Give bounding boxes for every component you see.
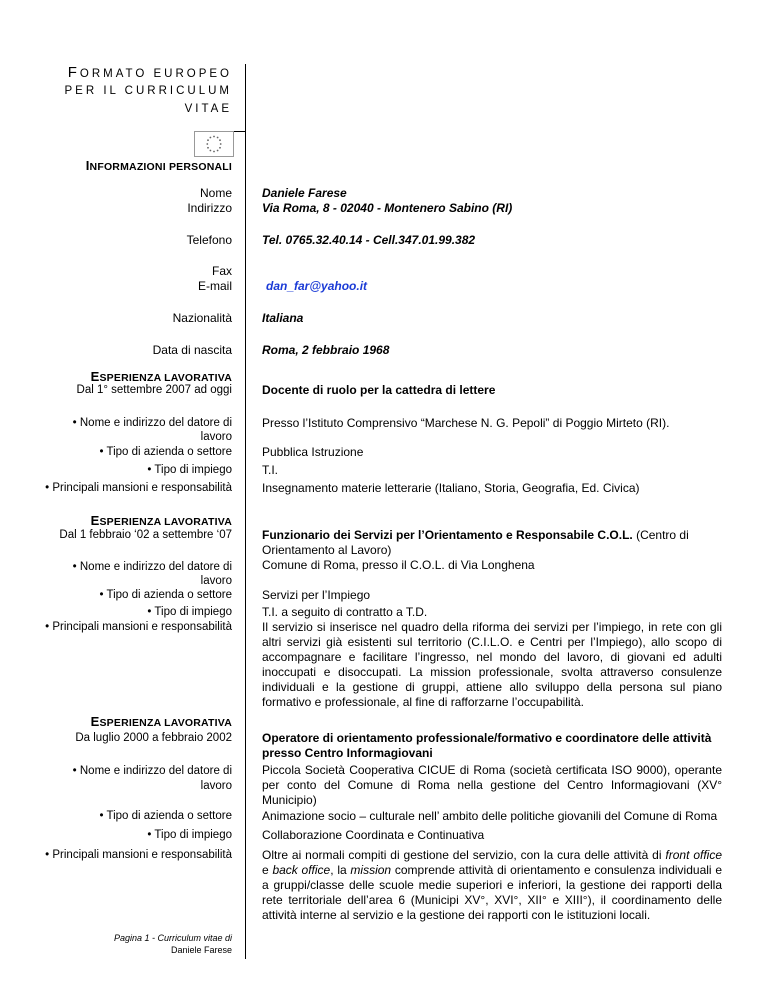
exp2-sector: Servizi per l’Impiego <box>262 588 371 602</box>
exp2-label-datore: • Nome e indirizzo del datore di <box>72 561 232 573</box>
exp1-sector: Pubblica Istruzione <box>262 445 364 459</box>
exp3-label-datore-2: lavoro <box>200 780 232 792</box>
exp3-label-datore: • Nome e indirizzo del datore di <box>72 765 232 777</box>
exp2-label-datore-2: lavoro <box>200 575 232 587</box>
exp2-type: T.I. a seguito di contratto a T.D. <box>262 605 428 619</box>
cv-title-line1: FORMATO EUROPEO <box>67 64 232 81</box>
exp3-period: Da luglio 2000 a febbraio 2002 <box>75 732 232 744</box>
exp1-label-impiego: • Tipo di impiego <box>147 464 232 476</box>
exp3-sector: Animazione socio – culturale nell’ ambito delle politiche giovanili del Comune di Roma <box>262 809 718 823</box>
exp2-duties: Il servizio si inserisce nel quadro della riforma dei servizi per l’impiego, in rete con gli altri servizi già esistenti sul territorio (C.I.L.O. e Centri per l’Impiego), allo scopo di accompagnare e facilitare l’ingresso, nel mondo del lavoro, di giovani ed adulti inoccupati e disoccupati. La mission professionale, svolta attraverso consulenze individuali e la gestione di gruppi, attiene allo sviluppo della persona sul piano formativo e professionale, al fine di rafforzarne l’occupabilità. <box>262 620 722 709</box>
value-indirizzo: Via Roma, 8 - 02040 - Montenero Sabino (RI) <box>262 201 513 215</box>
exp2-label-azienda: • Tipo di azienda o settore <box>99 589 232 601</box>
eu-flag-icon <box>194 131 234 157</box>
exp1-label-mansioni: • Principali mansioni e responsabilità <box>45 482 232 494</box>
label-fax: Fax <box>211 264 232 278</box>
footer-page-number: Pagina 1 - Curriculum vitae di <box>113 933 232 943</box>
exp3-employer: Piccola Società Cooperativa CICUE di Roma (società certificata ISO 9000), operante per conto del Comune di Roma nella gestione del Centro Informagiovani (XV° Municipio) <box>262 763 722 807</box>
exp2-label-impiego: • Tipo di impiego <box>147 606 232 618</box>
email-link[interactable]: dan_far@yahoo.it <box>266 279 368 293</box>
exp1-employer: Presso l’Istituto Comprensivo “Marchese N. G. Pepoli” di Poggio Mirteto (RI). <box>262 416 670 430</box>
value-nazionalita: Italiana <box>262 311 304 325</box>
exp3-role: Operatore di orientamento professionale/formativo e coordinatore delle attività presso Centro Informagiovani <box>262 731 712 760</box>
label-nazionalita: Nazionalità <box>172 311 232 325</box>
exp2-label-mansioni: • Principali mansioni e responsabilità <box>45 621 232 633</box>
exp2-period: Dal 1 febbraio ‘02 a settembre ‘07 <box>59 529 232 541</box>
label-nome: Nome <box>199 186 232 200</box>
label-nascita: Data di nascita <box>152 343 232 357</box>
exp1-type: T.I. <box>262 463 279 477</box>
exp3-label-mansioni: • Principali mansioni e responsabilità <box>45 849 232 861</box>
exp1-label-azienda: • Tipo di azienda o settore <box>99 446 232 458</box>
section-experience-2: ESPERIENZA LAVORATIVA <box>90 513 232 528</box>
section-experience-3: ESPERIENZA LAVORATIVA <box>90 714 232 729</box>
value-telefono: Tel. 0765.32.40.14 - Cell.347.01.99.382 <box>262 233 476 247</box>
exp3-label-impiego: • Tipo di impiego <box>147 829 232 841</box>
exp2-role <box>262 528 722 558</box>
label-indirizzo: Indirizzo <box>187 201 232 215</box>
section-personal-info: INFORMAZIONI PERSONALI <box>85 158 232 173</box>
value-nascita: Roma, 2 febbraio 1968 <box>262 343 390 357</box>
exp2-role-title: Funzionario dei Servizi per l’Orientamento e Responsabile C.O.L. <box>262 528 633 542</box>
label-telefono: Telefono <box>186 233 232 247</box>
vertical-divider <box>245 64 246 959</box>
exp3-label-azienda: • Tipo di azienda o settore <box>99 810 232 822</box>
cv-title-line2: PER IL CURRICULUM <box>64 85 232 97</box>
exp2-role-detail: (Centro di Orientamento al Lavoro) <box>262 528 689 557</box>
exp1-label-datore: • Nome e indirizzo del datore di <box>72 417 232 429</box>
exp3-type: Collaborazione Coordinata e Continuativa <box>262 828 485 842</box>
exp1-duties: Insegnamento materie letterarie (Italiano, Storia, Geografia, Ed. Civica) <box>262 481 640 495</box>
exp1-role: Docente di ruolo per la cattedra di lettere <box>262 383 496 397</box>
label-email: E-mail <box>197 279 232 293</box>
footer-author: Daniele Farese <box>170 945 232 955</box>
section-experience-1: ESPERIENZA LAVORATIVA <box>90 369 232 384</box>
exp3-duties: Oltre ai normali compiti di gestione del servizio, con la cura delle attività di front office e back office, la mission comprende attività di orientamento e consulenza individuali e a gruppi/classe delle scuole medie superiori e inferiori, la gestione dei rapporti della rete territoriale dell’area 6 (Municipi XV°, XVI°, XII° e XIII°), il coordinamento delle attività interne al servizio e la gestione dei rapporti con le istituzioni locali. <box>262 848 723 922</box>
value-nome: Daniele Farese <box>262 186 347 200</box>
cv-title-line3: VITAE <box>184 103 232 115</box>
exp2-employer: Comune di Roma, presso il C.O.L. di Via Longhena <box>262 558 535 572</box>
exp1-period: Dal 1° settembre 2007 ad oggi <box>76 384 232 396</box>
exp1-label-datore-2: lavoro <box>200 431 232 443</box>
